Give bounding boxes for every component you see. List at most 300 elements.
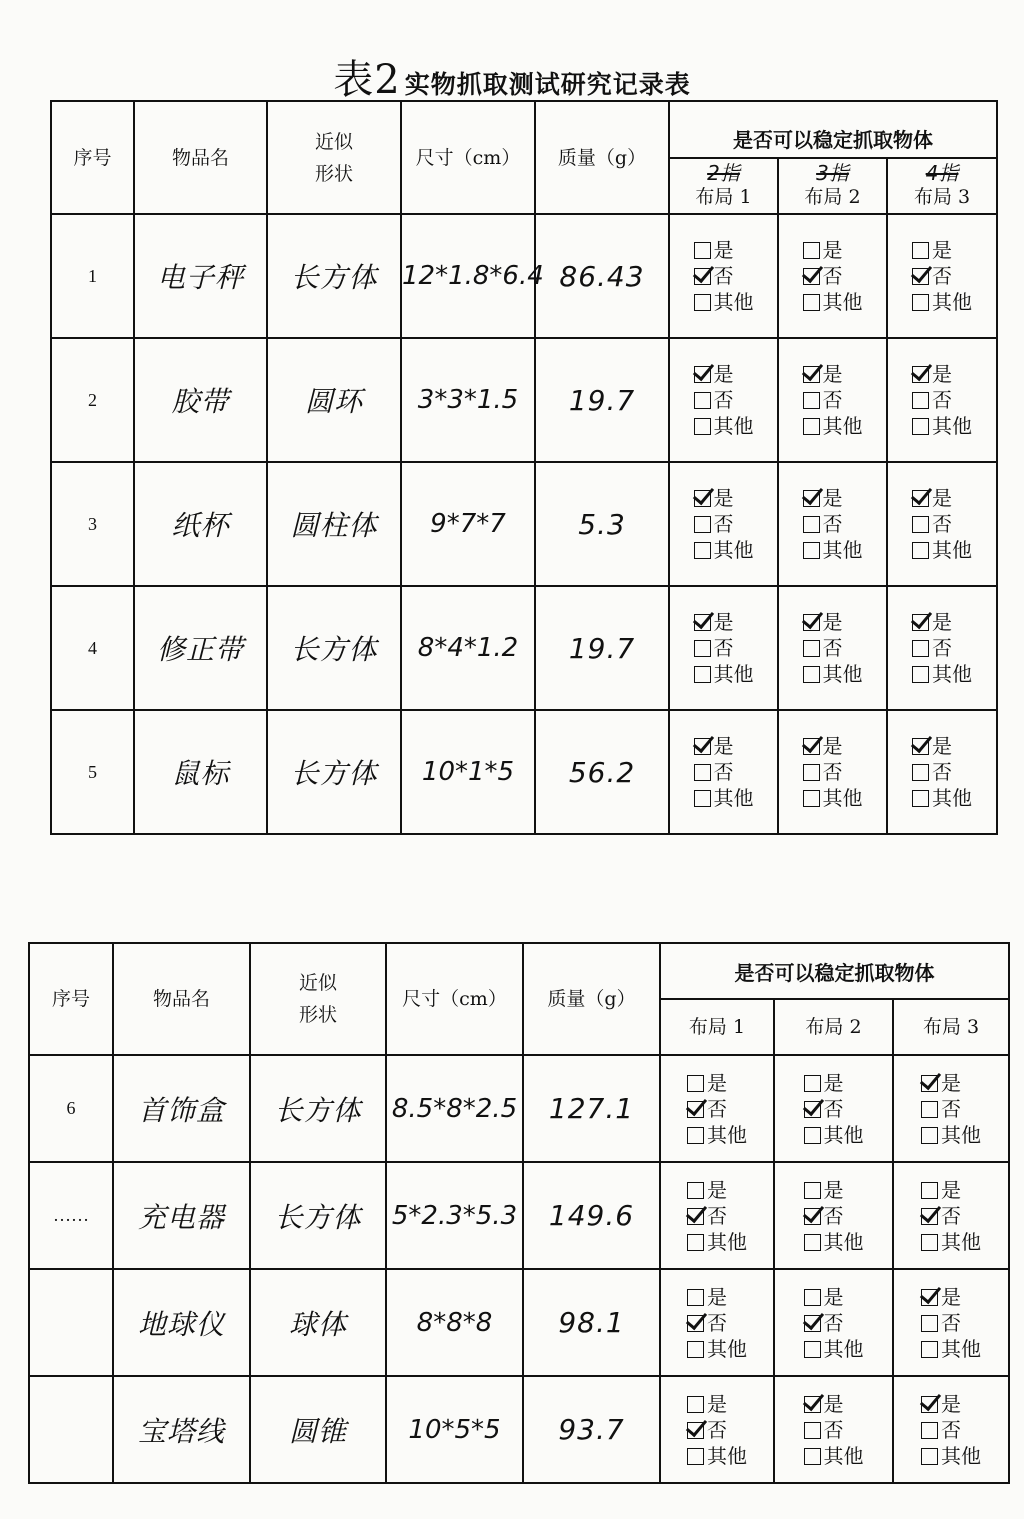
item-size: 3*3*1.5 — [401, 338, 535, 462]
option-row — [921, 1310, 981, 1336]
item-mass: 149.6 — [523, 1162, 660, 1269]
item-shape: 圆锥 — [250, 1376, 386, 1483]
item-shape: 长方体 — [250, 1055, 386, 1162]
option-row — [694, 609, 754, 635]
checkbox[interactable] — [687, 1127, 704, 1144]
option-row — [803, 289, 863, 315]
header-layout-1: 布局 1 — [660, 999, 774, 1055]
checkbox[interactable] — [694, 764, 711, 781]
option-row — [694, 289, 754, 315]
record-table-1 — [50, 100, 998, 835]
layout-3-options — [887, 710, 997, 834]
option-label: 否 — [941, 1203, 961, 1228]
table-row — [51, 338, 997, 462]
option-row — [912, 785, 972, 811]
option-row — [694, 733, 754, 759]
item-name: 纸杯 — [134, 462, 267, 586]
row-index: 3 — [51, 462, 134, 586]
option-row — [687, 1443, 747, 1469]
option-label: 否 — [713, 264, 734, 288]
option-row — [694, 485, 754, 511]
checked-checkbox[interactable] — [803, 366, 820, 383]
header-layout-2: 布局 2 — [774, 999, 893, 1055]
option-label: 是 — [932, 362, 952, 386]
header-layout-3 — [887, 158, 997, 214]
option-label: 其他 — [713, 414, 754, 438]
option-label: 其他 — [707, 1336, 747, 1361]
option-row — [912, 387, 972, 413]
option-row — [921, 1203, 981, 1229]
item-size: 12*1.8*6.4 — [401, 214, 535, 338]
checkbox[interactable] — [803, 418, 820, 435]
layout-1-options — [660, 1055, 774, 1162]
option-row — [912, 635, 972, 661]
checkbox[interactable] — [912, 790, 929, 807]
option-row — [912, 661, 972, 687]
checkbox[interactable] — [804, 1075, 821, 1092]
option-row — [804, 1203, 864, 1229]
checked-checkbox[interactable] — [694, 738, 711, 755]
item-mass: 56.2 — [535, 710, 669, 834]
option-label: 其他 — [822, 414, 863, 438]
checkbox[interactable] — [921, 1101, 938, 1118]
option-label: 否 — [707, 1096, 727, 1121]
item-shape: 长方体 — [267, 586, 401, 710]
checked-checkbox[interactable] — [921, 1396, 938, 1413]
option-row — [687, 1096, 747, 1122]
option-row — [694, 361, 754, 387]
checkbox[interactable] — [687, 1289, 704, 1306]
checked-checkbox[interactable] — [804, 1315, 821, 1332]
checkbox[interactable] — [694, 418, 711, 435]
checked-checkbox[interactable] — [804, 1101, 821, 1118]
checkbox[interactable] — [921, 1234, 938, 1251]
option-label: 是 — [822, 238, 843, 262]
option-label: 否 — [822, 512, 843, 536]
header-mass: 质量（g） — [535, 101, 669, 214]
option-label: 是 — [713, 610, 734, 634]
option-row — [694, 635, 754, 661]
checkbox[interactable] — [694, 640, 711, 657]
checkbox[interactable] — [912, 666, 929, 683]
option-label: 是 — [707, 1284, 727, 1309]
checkbox[interactable] — [804, 1182, 821, 1199]
option-label: 其他 — [941, 1122, 981, 1147]
layout-1-options — [669, 462, 778, 586]
option-row — [694, 759, 754, 785]
option-label: 其他 — [822, 290, 863, 314]
row-index — [29, 1269, 113, 1376]
item-shape: 长方体 — [267, 710, 401, 834]
header-shape-line1: 近似 — [298, 972, 337, 994]
checkbox[interactable] — [694, 516, 711, 533]
item-mass: 19.7 — [535, 586, 669, 710]
checkbox[interactable] — [687, 1075, 704, 1092]
item-name: 电子秤 — [134, 214, 267, 338]
option-label: 其他 — [822, 662, 863, 686]
checkbox[interactable] — [921, 1341, 938, 1358]
option-row — [912, 511, 972, 537]
checkbox[interactable] — [912, 640, 929, 657]
layout-label-1: 布局 1 — [695, 185, 752, 208]
checkbox[interactable] — [804, 1422, 821, 1439]
title-prefix: 表2 — [333, 57, 401, 103]
option-label: 其他 — [932, 414, 972, 438]
option-row — [804, 1070, 864, 1096]
option-label: 其他 — [707, 1229, 747, 1254]
table-row — [29, 1376, 1009, 1483]
checkbox[interactable] — [687, 1448, 704, 1465]
item-size: 8.5*8*2.5 — [386, 1055, 523, 1162]
checkbox[interactable] — [694, 242, 711, 259]
option-row — [694, 537, 754, 563]
option-row — [687, 1203, 747, 1229]
layout-2-options — [778, 214, 887, 338]
option-row — [803, 237, 863, 263]
option-label: 否 — [932, 264, 952, 288]
option-row — [921, 1122, 981, 1148]
option-row — [921, 1177, 981, 1203]
option-label: 是 — [932, 238, 952, 262]
option-row — [921, 1096, 981, 1122]
layout-1-options — [669, 586, 778, 710]
checkbox[interactable] — [803, 790, 820, 807]
checkbox[interactable] — [803, 666, 820, 683]
layout-1-options — [660, 1376, 774, 1483]
table-row — [51, 462, 997, 586]
checked-checkbox[interactable] — [921, 1075, 938, 1092]
option-label: 否 — [707, 1310, 727, 1335]
checkbox[interactable] — [803, 640, 820, 657]
option-label: 是 — [823, 1177, 844, 1202]
checked-checkbox[interactable] — [921, 1208, 938, 1225]
layout-2-options — [778, 338, 887, 462]
checkbox[interactable] — [694, 666, 711, 683]
finger-count-3: 4指 — [925, 160, 959, 185]
checkbox[interactable] — [912, 392, 929, 409]
checkbox[interactable] — [687, 1396, 704, 1413]
checked-checkbox[interactable] — [912, 366, 929, 383]
option-row — [804, 1391, 864, 1417]
option-label: 是 — [822, 486, 843, 510]
option-row — [804, 1336, 864, 1362]
option-label: 其他 — [823, 1336, 864, 1361]
option-label: 否 — [707, 1417, 727, 1442]
option-label: 是 — [713, 362, 734, 386]
checked-checkbox[interactable] — [687, 1208, 704, 1225]
option-label: 否 — [713, 512, 734, 536]
checked-checkbox[interactable] — [803, 268, 820, 285]
option-row — [912, 759, 972, 785]
layout-2-options — [774, 1376, 893, 1483]
option-row — [687, 1391, 747, 1417]
option-label: 其他 — [823, 1122, 864, 1147]
option-label: 否 — [822, 636, 843, 660]
checked-checkbox[interactable] — [694, 614, 711, 631]
item-shape: 长方体 — [250, 1162, 386, 1269]
option-label: 是 — [822, 610, 843, 634]
option-row — [687, 1122, 747, 1148]
checkbox[interactable] — [804, 1127, 821, 1144]
item-mass: 98.1 — [523, 1269, 660, 1376]
checked-checkbox[interactable] — [803, 738, 820, 755]
option-row — [803, 361, 863, 387]
item-size: 8*4*1.2 — [401, 586, 535, 710]
option-label: 其他 — [713, 538, 754, 562]
option-label: 否 — [941, 1417, 961, 1442]
option-row — [694, 413, 754, 439]
option-label: 其他 — [932, 786, 972, 810]
checked-checkbox[interactable] — [804, 1396, 821, 1413]
row-index — [29, 1376, 113, 1483]
item-name: 鼠标 — [134, 710, 267, 834]
layout-3-options — [893, 1055, 1009, 1162]
checkbox[interactable] — [687, 1341, 704, 1358]
layout-3-options — [887, 586, 997, 710]
item-shape: 圆环 — [267, 338, 401, 462]
option-label: 是 — [941, 1284, 961, 1309]
checkbox[interactable] — [687, 1234, 704, 1251]
checkbox[interactable] — [912, 418, 929, 435]
checkbox[interactable] — [804, 1448, 821, 1465]
layout-3-options — [893, 1376, 1009, 1483]
checked-checkbox[interactable] — [687, 1101, 704, 1118]
item-shape: 长方体 — [267, 214, 401, 338]
option-row — [912, 733, 972, 759]
table-row — [29, 1269, 1009, 1376]
layout-2-options — [774, 1055, 893, 1162]
option-row — [921, 1417, 981, 1443]
checked-checkbox[interactable] — [694, 268, 711, 285]
checkbox[interactable] — [921, 1315, 938, 1332]
option-label: 否 — [823, 1096, 844, 1121]
checked-checkbox[interactable] — [912, 268, 929, 285]
header-group: 是否可以稳定抓取物体 — [669, 101, 997, 158]
checked-checkbox[interactable] — [687, 1315, 704, 1332]
option-label: 否 — [823, 1417, 844, 1442]
option-label: 否 — [707, 1203, 727, 1228]
option-row — [803, 635, 863, 661]
checkbox[interactable] — [912, 516, 929, 533]
option-row — [687, 1310, 747, 1336]
checkbox[interactable] — [921, 1127, 938, 1144]
option-label: 是 — [941, 1391, 961, 1416]
checked-checkbox[interactable] — [694, 366, 711, 383]
checkbox[interactable] — [804, 1341, 821, 1358]
option-row — [694, 387, 754, 413]
option-row — [912, 361, 972, 387]
option-label: 否 — [822, 264, 843, 288]
item-size: 10*5*5 — [386, 1376, 523, 1483]
option-row — [687, 1070, 747, 1096]
row-index: …… — [29, 1162, 113, 1269]
checkbox[interactable] — [912, 542, 929, 559]
item-mass: 127.1 — [523, 1055, 660, 1162]
option-label: 否 — [822, 388, 843, 412]
checkbox[interactable] — [803, 764, 820, 781]
table-row — [51, 214, 997, 338]
checkbox[interactable] — [803, 516, 820, 533]
layout-2-options — [778, 586, 887, 710]
checkbox[interactable] — [803, 242, 820, 259]
row-index: 1 — [51, 214, 134, 338]
header-group: 是否可以稳定抓取物体 — [660, 943, 1009, 999]
title-main: 实物抓取测试研究记录表 — [404, 70, 691, 99]
option-label: 其他 — [932, 290, 972, 314]
option-row — [912, 237, 972, 263]
checkbox[interactable] — [921, 1182, 938, 1199]
option-row — [804, 1443, 864, 1469]
checked-checkbox[interactable] — [912, 738, 929, 755]
option-label: 否 — [932, 760, 952, 784]
checkbox[interactable] — [803, 392, 820, 409]
layout-1-options — [660, 1269, 774, 1376]
option-label: 否 — [932, 636, 952, 660]
row-index: 5 — [51, 710, 134, 834]
checked-checkbox[interactable] — [912, 490, 929, 507]
option-label: 否 — [713, 636, 734, 660]
option-row — [803, 263, 863, 289]
checkbox[interactable] — [694, 790, 711, 807]
option-row — [803, 387, 863, 413]
header-name: 物品名 — [113, 943, 250, 1055]
layout-1-options — [669, 710, 778, 834]
finger-count-2: 3指 — [816, 160, 849, 185]
checkbox[interactable] — [694, 294, 711, 311]
header-shape-line2: 形状 — [314, 162, 353, 185]
option-label: 是 — [713, 734, 734, 758]
layout-3-options — [893, 1269, 1009, 1376]
item-mass: 19.7 — [535, 338, 669, 462]
checkbox[interactable] — [912, 242, 929, 259]
option-row — [804, 1284, 864, 1310]
option-row — [804, 1417, 864, 1443]
option-label: 其他 — [941, 1443, 981, 1468]
option-label: 其他 — [822, 538, 863, 562]
option-row — [804, 1122, 864, 1148]
item-mass: 86.43 — [535, 214, 669, 338]
layout-2-options — [778, 462, 887, 586]
option-label: 是 — [941, 1177, 961, 1202]
option-label: 其他 — [707, 1122, 747, 1147]
option-label: 其他 — [822, 786, 863, 810]
row-index: 6 — [29, 1055, 113, 1162]
option-label: 其他 — [932, 538, 972, 562]
item-shape: 球体 — [250, 1269, 386, 1376]
checked-checkbox[interactable] — [804, 1208, 821, 1225]
option-label: 否 — [713, 760, 734, 784]
item-mass: 5.3 — [535, 462, 669, 586]
option-row — [694, 661, 754, 687]
checkbox[interactable] — [912, 294, 929, 311]
option-label: 是 — [932, 486, 952, 510]
option-row — [803, 661, 863, 687]
option-label: 是 — [707, 1391, 727, 1416]
option-label: 是 — [932, 610, 952, 634]
checked-checkbox[interactable] — [921, 1289, 938, 1306]
option-label: 否 — [822, 760, 843, 784]
item-mass: 93.7 — [523, 1376, 660, 1483]
item-shape: 圆柱体 — [267, 462, 401, 586]
header-shape-line1: 近似 — [314, 130, 353, 153]
item-name: 宝塔线 — [113, 1376, 250, 1483]
option-row — [803, 511, 863, 537]
option-label: 否 — [941, 1310, 961, 1335]
checkbox[interactable] — [803, 294, 820, 311]
checkbox[interactable] — [687, 1182, 704, 1199]
option-row — [687, 1417, 747, 1443]
option-label: 否 — [932, 512, 952, 536]
checked-checkbox[interactable] — [687, 1422, 704, 1439]
option-label: 是 — [707, 1177, 727, 1202]
finger-count-1: 2指 — [707, 160, 740, 185]
page-title — [0, 48, 1024, 105]
header-shape — [267, 101, 401, 214]
layout-3-options — [887, 214, 997, 338]
checkbox[interactable] — [694, 542, 711, 559]
item-size: 10*1*5 — [401, 710, 535, 834]
option-label: 其他 — [941, 1336, 981, 1361]
option-label: 其他 — [823, 1443, 864, 1468]
checkbox[interactable] — [804, 1289, 821, 1306]
item-size: 8*8*8 — [386, 1269, 523, 1376]
option-row — [694, 263, 754, 289]
header-index: 序号 — [51, 101, 134, 214]
option-row — [921, 1070, 981, 1096]
checked-checkbox[interactable] — [803, 490, 820, 507]
option-label: 是 — [822, 362, 843, 386]
option-label: 否 — [823, 1203, 844, 1228]
option-row — [912, 485, 972, 511]
layout-label-3: 布局 3 — [913, 185, 971, 208]
checked-checkbox[interactable] — [803, 614, 820, 631]
item-name: 修正带 — [134, 586, 267, 710]
table-row — [51, 710, 997, 834]
option-row — [803, 413, 863, 439]
checkbox[interactable] — [921, 1422, 938, 1439]
checkbox[interactable] — [921, 1448, 938, 1465]
checkbox[interactable] — [694, 392, 711, 409]
checkbox[interactable] — [804, 1234, 821, 1251]
option-row — [921, 1443, 981, 1469]
option-label: 是 — [823, 1391, 844, 1416]
layout-label-2: 布局 2 — [804, 185, 861, 208]
layout-1-options — [669, 214, 778, 338]
table-row — [29, 1055, 1009, 1162]
option-row — [687, 1284, 747, 1310]
option-row — [804, 1310, 864, 1336]
layout-2-options — [774, 1269, 893, 1376]
header-size: 尺寸（cm） — [401, 101, 535, 214]
option-row — [804, 1229, 864, 1255]
header-name: 物品名 — [134, 101, 267, 214]
table-row — [29, 1162, 1009, 1269]
header-layout-3: 布局 3 — [893, 999, 1009, 1055]
option-row — [804, 1177, 864, 1203]
option-label: 其他 — [713, 786, 754, 810]
option-label: 是 — [707, 1070, 727, 1095]
checkbox[interactable] — [912, 764, 929, 781]
checked-checkbox[interactable] — [694, 490, 711, 507]
option-label: 是 — [941, 1070, 961, 1095]
header-mass: 质量（g） — [523, 943, 660, 1055]
item-name: 胶带 — [134, 338, 267, 462]
option-row — [687, 1336, 747, 1362]
checkbox[interactable] — [803, 542, 820, 559]
checked-checkbox[interactable] — [912, 614, 929, 631]
layout-2-options — [774, 1162, 893, 1269]
option-row — [921, 1336, 981, 1362]
